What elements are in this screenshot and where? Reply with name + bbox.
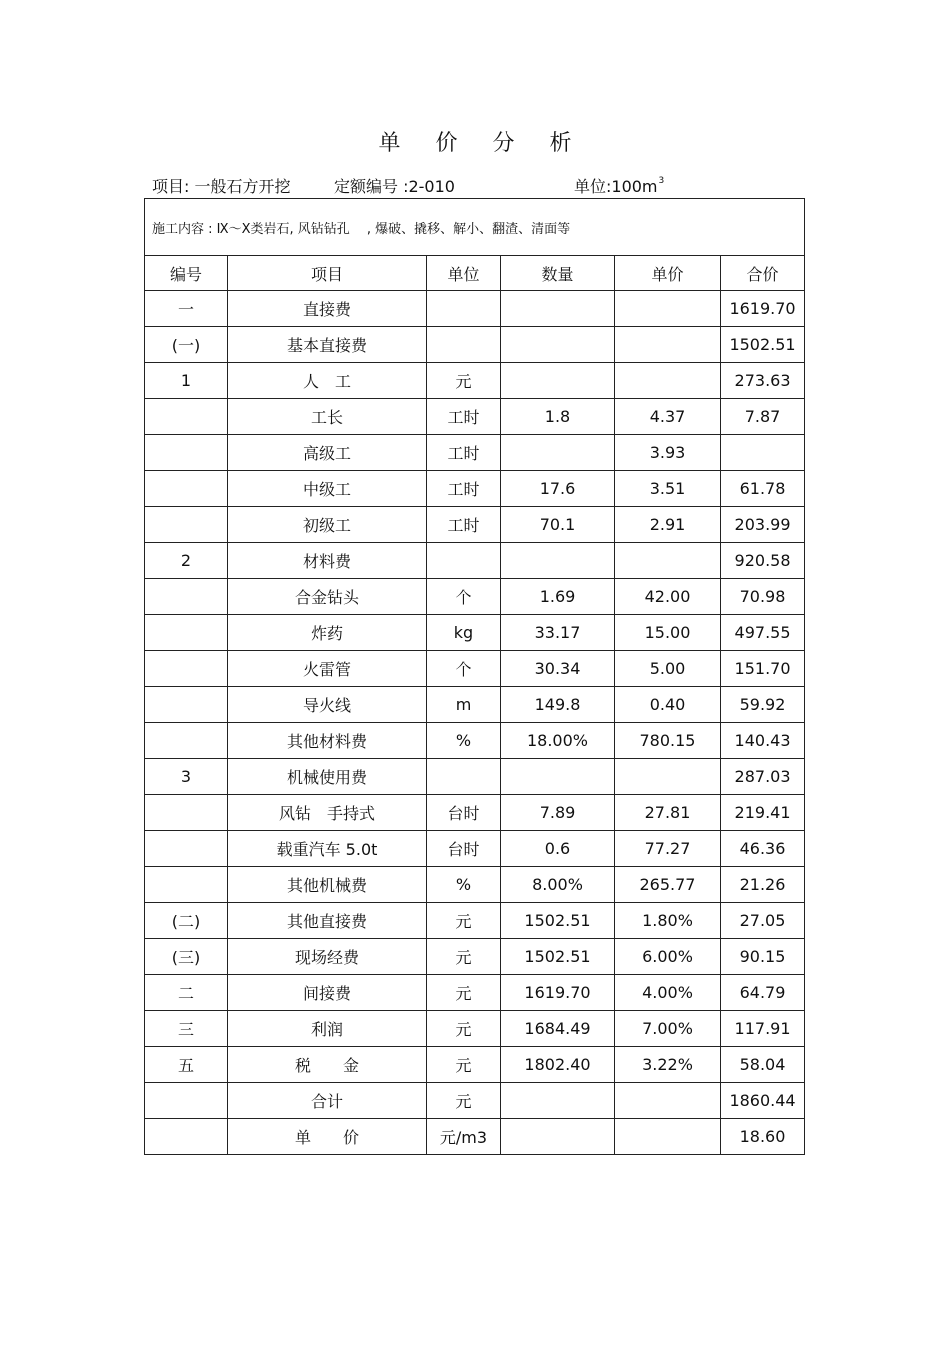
cell-unit: 元	[427, 363, 501, 399]
cell-unit-price: 3.22%	[615, 1047, 721, 1083]
cell-item: 合计	[228, 1083, 427, 1119]
cell-total: 21.26	[721, 867, 805, 903]
table-row	[145, 759, 805, 795]
table-row	[145, 1047, 805, 1083]
header-item: 项目	[228, 256, 427, 291]
cell-quantity	[501, 327, 615, 363]
cell-quantity: 149.8	[501, 687, 615, 723]
cell-unit-price: 0.40	[615, 687, 721, 723]
table-row	[145, 399, 805, 435]
cell-code: 1	[145, 363, 228, 399]
table-row	[145, 543, 805, 579]
cell-quantity: 1802.40	[501, 1047, 615, 1083]
cell-item: 载重汽车 5.0t	[228, 831, 427, 867]
cell-code: 三	[145, 1011, 228, 1047]
cell-unit: 台时	[427, 831, 501, 867]
cell-unit-price: 3.51	[615, 471, 721, 507]
cell-unit-price: 3.93	[615, 435, 721, 471]
cell-item: 单 价	[228, 1119, 427, 1155]
cell-item: 工长	[228, 399, 427, 435]
table-row	[145, 687, 805, 723]
cell-quantity	[501, 291, 615, 327]
table-row	[145, 1083, 805, 1119]
cell-code: (二)	[145, 903, 228, 939]
cell-unit: 工时	[427, 471, 501, 507]
cell-code: 一	[145, 291, 228, 327]
cell-unit-price: 6.00%	[615, 939, 721, 975]
cell-code	[145, 615, 228, 651]
cell-code: 3	[145, 759, 228, 795]
table-row	[145, 831, 805, 867]
cell-total: 1619.70	[721, 291, 805, 327]
cell-code: 2	[145, 543, 228, 579]
cell-unit: 个	[427, 651, 501, 687]
cell-total	[721, 435, 805, 471]
cell-quantity: 1.8	[501, 399, 615, 435]
cell-quantity: 7.89	[501, 795, 615, 831]
table-row	[145, 867, 805, 903]
cell-code	[145, 687, 228, 723]
cell-unit: 个	[427, 579, 501, 615]
cell-total: 140.43	[721, 723, 805, 759]
cell-quantity: 1.69	[501, 579, 615, 615]
cell-unit-price: 7.00%	[615, 1011, 721, 1047]
cell-total: 117.91	[721, 1011, 805, 1047]
cell-item: 机械使用费	[228, 759, 427, 795]
cell-item: 利润	[228, 1011, 427, 1047]
page-title: 单 价 分 析	[378, 131, 586, 156]
cell-code: (一)	[145, 327, 228, 363]
cell-quantity	[501, 363, 615, 399]
cell-item: 材料费	[228, 543, 427, 579]
cell-unit-price: 780.15	[615, 723, 721, 759]
cell-total: 1860.44	[721, 1083, 805, 1119]
table-header-row	[145, 256, 805, 291]
cell-code	[145, 507, 228, 543]
cell-item: 其他直接费	[228, 903, 427, 939]
cell-item: 其他材料费	[228, 723, 427, 759]
cell-item: 火雷管	[228, 651, 427, 687]
cell-item: 导火线	[228, 687, 427, 723]
cell-item: 间接费	[228, 975, 427, 1011]
cell-quantity	[501, 759, 615, 795]
cell-total: 90.15	[721, 939, 805, 975]
header-unit: 单位	[427, 256, 501, 291]
cell-unit: 台时	[427, 795, 501, 831]
cell-code	[145, 579, 228, 615]
work-content-row	[145, 199, 805, 256]
cell-total: 27.05	[721, 903, 805, 939]
header-quantity: 数量	[501, 256, 615, 291]
cell-code	[145, 723, 228, 759]
cell-unit-price: 27.81	[615, 795, 721, 831]
table-row	[145, 327, 805, 363]
cell-item: 炸药	[228, 615, 427, 651]
project-label: 项目: 一般石方开挖	[152, 177, 291, 196]
cell-total: 64.79	[721, 975, 805, 1011]
table-row	[145, 939, 805, 975]
cell-unit-price	[615, 759, 721, 795]
cell-unit-price	[615, 543, 721, 579]
cell-unit: m	[427, 687, 501, 723]
cell-quantity	[501, 543, 615, 579]
quota-code-label: 定额编号 :2-010	[334, 177, 455, 196]
cell-quantity: 18.00%	[501, 723, 615, 759]
cell-unit-price: 4.00%	[615, 975, 721, 1011]
cell-unit-price: 77.27	[615, 831, 721, 867]
table-row	[145, 975, 805, 1011]
cell-item: 直接费	[228, 291, 427, 327]
cell-unit-price	[615, 291, 721, 327]
cell-quantity	[501, 435, 615, 471]
cell-code: 二	[145, 975, 228, 1011]
cell-unit-price: 1.80%	[615, 903, 721, 939]
cell-code	[145, 795, 228, 831]
cell-code	[145, 399, 228, 435]
cell-quantity	[501, 1119, 615, 1155]
cell-code	[145, 471, 228, 507]
cell-unit: %	[427, 867, 501, 903]
table-row	[145, 615, 805, 651]
cell-code	[145, 1119, 228, 1155]
cell-quantity: 30.34	[501, 651, 615, 687]
cell-unit	[427, 291, 501, 327]
cell-total: 59.92	[721, 687, 805, 723]
table-row	[145, 651, 805, 687]
cell-unit: 工时	[427, 399, 501, 435]
cell-quantity: 33.17	[501, 615, 615, 651]
table-row	[145, 363, 805, 399]
cell-item: 人 工	[228, 363, 427, 399]
cell-unit: 元	[427, 1011, 501, 1047]
cell-quantity: 1684.49	[501, 1011, 615, 1047]
table-row	[145, 1119, 805, 1155]
table-row	[145, 1011, 805, 1047]
unit-superscript: 3	[658, 176, 665, 186]
cell-code	[145, 651, 228, 687]
cell-code	[145, 435, 228, 471]
cell-unit-price	[615, 363, 721, 399]
table-row	[145, 903, 805, 939]
cell-code: 五	[145, 1047, 228, 1083]
unit-label	[574, 174, 664, 197]
cell-item: 基本直接费	[228, 327, 427, 363]
cell-item: 合金钻头	[228, 579, 427, 615]
cell-total: 58.04	[721, 1047, 805, 1083]
cell-unit: 元/m3	[427, 1119, 501, 1155]
cell-unit-price	[615, 1083, 721, 1119]
cell-unit-price: 5.00	[615, 651, 721, 687]
table-row	[145, 723, 805, 759]
cell-quantity: 70.1	[501, 507, 615, 543]
cell-unit: 元	[427, 1083, 501, 1119]
work-content-cell: 施工内容 : Ⅸ～Ⅹ类岩石, 风钻钻孔 , 爆破、撬移、解小、翻渣、清面等	[145, 199, 805, 256]
cell-unit-price: 15.00	[615, 615, 721, 651]
cell-code: (三)	[145, 939, 228, 975]
cell-unit-price: 2.91	[615, 507, 721, 543]
cell-total: 273.63	[721, 363, 805, 399]
cell-unit: %	[427, 723, 501, 759]
cell-total: 7.87	[721, 399, 805, 435]
cell-total: 61.78	[721, 471, 805, 507]
header-unit-price: 单价	[615, 256, 721, 291]
cell-unit	[427, 327, 501, 363]
cell-item: 税 金	[228, 1047, 427, 1083]
table-row	[145, 507, 805, 543]
cell-total: 18.60	[721, 1119, 805, 1155]
cell-total: 70.98	[721, 579, 805, 615]
cell-item: 高级工	[228, 435, 427, 471]
unit-text: 单位:100m	[574, 177, 658, 196]
cell-total: 1502.51	[721, 327, 805, 363]
cell-unit-price: 265.77	[615, 867, 721, 903]
cell-quantity: 0.6	[501, 831, 615, 867]
header-code: 编号	[145, 256, 228, 291]
cell-code	[145, 1083, 228, 1119]
cell-unit-price: 42.00	[615, 579, 721, 615]
cell-unit: 元	[427, 939, 501, 975]
cell-code	[145, 867, 228, 903]
cell-unit	[427, 759, 501, 795]
table-row	[145, 435, 805, 471]
unit-price-table	[144, 198, 805, 1155]
table-body	[145, 199, 805, 1155]
cell-total: 219.41	[721, 795, 805, 831]
header-total: 合价	[721, 256, 805, 291]
table-row	[145, 795, 805, 831]
cell-total: 46.36	[721, 831, 805, 867]
cell-unit-price: 4.37	[615, 399, 721, 435]
cell-item: 风钻 手持式	[228, 795, 427, 831]
cell-quantity: 1619.70	[501, 975, 615, 1011]
cell-unit: kg	[427, 615, 501, 651]
cell-item: 中级工	[228, 471, 427, 507]
cell-unit-price	[615, 1119, 721, 1155]
cell-unit: 元	[427, 1047, 501, 1083]
cell-total: 497.55	[721, 615, 805, 651]
cell-item: 现场经费	[228, 939, 427, 975]
cell-unit: 工时	[427, 435, 501, 471]
cell-quantity: 1502.51	[501, 903, 615, 939]
cell-quantity: 1502.51	[501, 939, 615, 975]
cell-total: 287.03	[721, 759, 805, 795]
cell-unit-price	[615, 327, 721, 363]
cell-unit: 元	[427, 975, 501, 1011]
cell-quantity: 8.00%	[501, 867, 615, 903]
cell-total: 203.99	[721, 507, 805, 543]
cell-item: 初级工	[228, 507, 427, 543]
table-row	[145, 291, 805, 327]
cell-quantity: 17.6	[501, 471, 615, 507]
table-row	[145, 471, 805, 507]
cell-code	[145, 831, 228, 867]
cell-unit: 元	[427, 903, 501, 939]
cell-total: 920.58	[721, 543, 805, 579]
cell-quantity	[501, 1083, 615, 1119]
cell-item: 其他机械费	[228, 867, 427, 903]
cell-total: 151.70	[721, 651, 805, 687]
cell-unit: 工时	[427, 507, 501, 543]
cell-unit	[427, 543, 501, 579]
table-row	[145, 579, 805, 615]
